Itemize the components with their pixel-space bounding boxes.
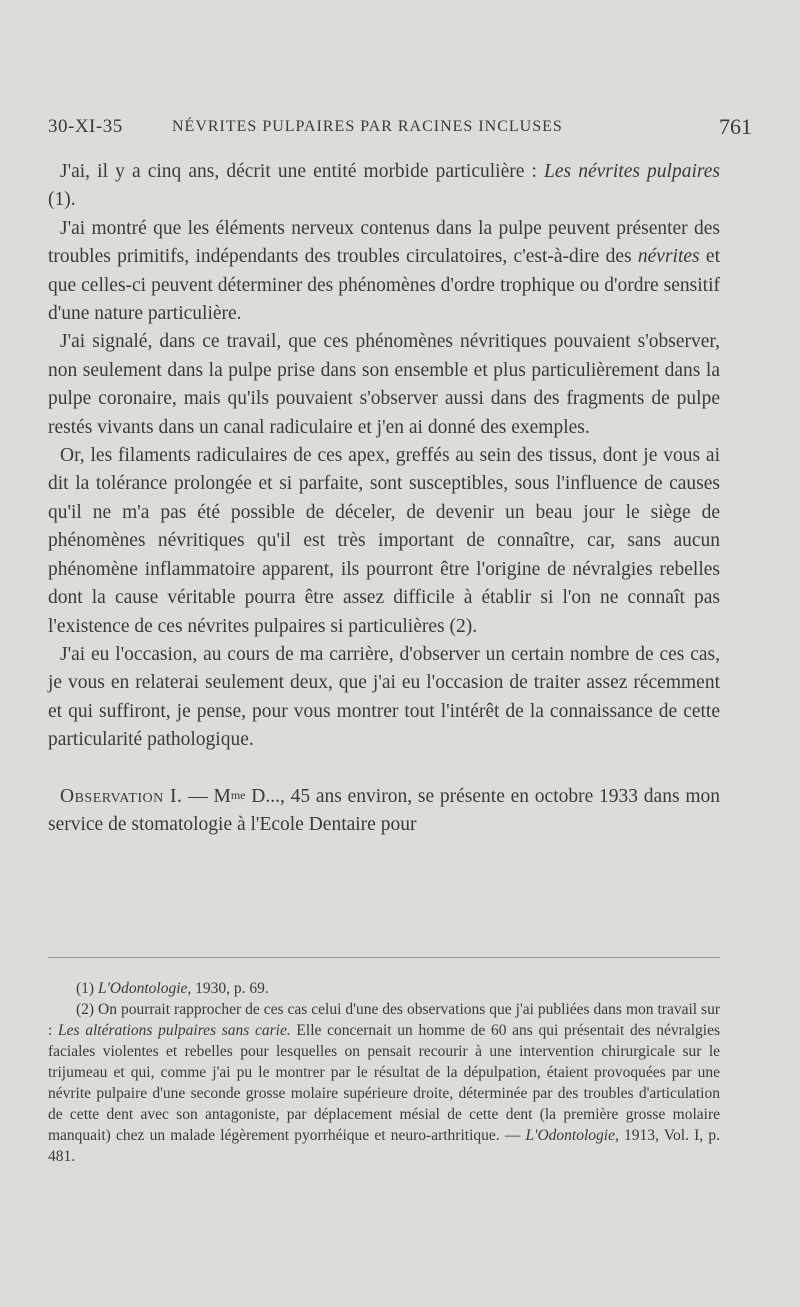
paragraph-1 [48,158,720,215]
fn2-text-a: (2) On pourrait rapprocher de ces cas celui d'une des observations que j'ai publiées dans mon travail sur : [48,1001,720,1039]
p2-italic: névrites [637,246,700,268]
observation-text-a: — M [182,785,231,807]
observation-text-b: D..., 45 ans environ, se présente en octobre 1933 dans mon service de stomatologie à l'Ecole Dentaire pour [48,785,720,835]
p1-italic: Les névrites pulpaires [544,161,720,182]
footnotes [48,978,720,1167]
observation-paragraph [48,783,720,840]
footnote-2 [48,999,720,1167]
p2-text-b: et que celles-ci peuvent déterminer des phénomènes d'ordre trophique ou d'ordre sensitif d'une nature particulière. [48,246,721,325]
fn1-text: , 1930, p. 69. [187,980,269,997]
p2-text-a: J'ai montré que les éléments nerveux contenus dans la pulpe peuvent présenter des troubles primitifs, indépendants des troubles circulatoires, c'est-à-dire des [48,217,720,268]
fn2-italic-a: Les altérations pulpaires sans carie. [58,1022,291,1039]
footnote-rule [48,957,720,958]
fn1-mark: (1) [76,980,98,997]
fn2-italic-b: L'Odontologie [525,1127,615,1144]
fn2-text-c: , 1913, Vol. I, p. 481. [48,1127,720,1165]
footnote-1 [48,978,720,999]
fn2-text-b: Elle concernait un homme de 60 ans qui présentait des névralgies faciales violentes et rebelles pour lesquelles on pensait recourir à une intervention chirurgicale sur le trijumeau et qui, comme j'ai pu le montrer par le résultat de la dépulpation, étaient provoquées par une névrite pulpaire d'une seconde grosse molaire supérieure droite, déterminée par des troubles d'articulation de cette dent avec son antagoniste, par déplacement mésial de cette dent (la première grosse molaire manquait) chez un malade légèrement pyorrhéique et neuro-arthritique. — [48,1022,720,1144]
p1-text-b: (1). [48,189,76,211]
page-number: 761 [719,114,752,139]
fn1-italic: L'Odontologie [97,980,188,997]
paragraph-3: J'ai signalé, dans ce travail, que ces phénomènes névritiques pouvaient s'observer, non seulement dans la pulpe prise dans son ensemble et plus particulièrement dans la pulpe coronaire, mais qu'ils pouvaient s'observer aussi dans des fragments de pulpe restés vivants dans un canal radiculaire et j'en ai donné des exemples. [48,331,720,438]
paragraph-5: J'ai eu l'occasion, au cours de ma carrière, d'observer un certain nombre de ces cas, je vous en relaterai seulement deux, que j'ai eu l'occasion de traiter assez récemment et qui suffiront, je pense, pour vous montrer tout l'intérêt de la connaissance de cette particularité pathologique. [48,643,720,751]
observation-label: Observation I. [60,785,183,807]
header-date: 30-XI-35 [48,116,123,137]
p1-text-a: J'ai, il y a cinq ans, décrit une entité morbide particulière : [60,161,545,182]
header-title: NÉVRITES PULPAIRES PAR RACINES INCLUSES [172,118,563,135]
body-text [48,158,720,839]
paragraph-2 [48,215,720,329]
paragraph-4: Or, les filaments radiculaires de ces apex, greffés au sein des tissus, dont je vous ai dit la tolérance prolongée et si parfaite, sont susceptibles, sous l'influence de causes qu'il ne m'a pas été possible de déceler, de devenir un beau jour le siège de phénomènes névritiques qu'il est très important de connaître, car, sans aucun phénomène inflammatoire apparent, ils pourront être l'origine de névralgies rebelles dont la cause véritable pourra être assez difficile à établir si l'on ne connaît pas l'existence de ces névrites pulpaires si particulières (2). [48,445,720,637]
running-head [48,116,752,142]
observation-sup: me [230,787,246,802]
